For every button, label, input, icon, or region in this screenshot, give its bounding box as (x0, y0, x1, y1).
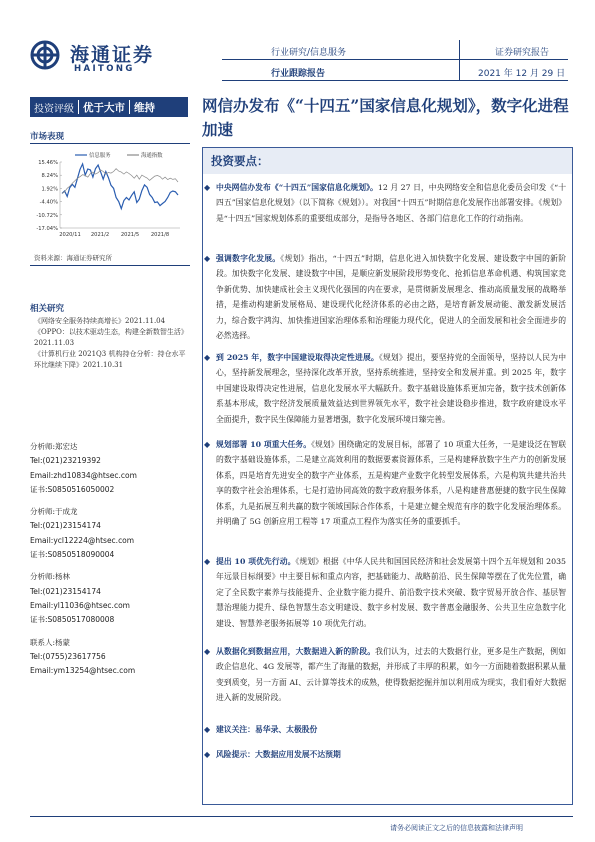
logo-chinese-name: 海通证券 (70, 44, 155, 66)
report-type: 行业跟踪报告 (271, 69, 326, 79)
key-point-lead: 强调数字化发展。 (216, 254, 281, 263)
market-performance-chart (30, 148, 190, 243)
key-point-lead: 到 2025 年，数字中国建设取得决定性进展。 (216, 353, 379, 362)
analyst-name: 分析师:郑宏达 (30, 442, 78, 451)
chart-source: 资料来源：海通证券研究所 (34, 254, 112, 262)
contact-name: 联系人:杨蒙 (30, 637, 71, 647)
key-point-lead: 中央网信办发布《“十四五”国家信息化规划》。 (216, 183, 378, 192)
related-report-link[interactable]: 《计算机行业 2021Q3 机构持仓分析：持仓水平环比继续下降》2021.10.31 (34, 350, 186, 369)
bullet-diamond-icon: ◆ (204, 183, 211, 192)
x-tick-label: 2021/8 (150, 232, 170, 238)
x-axis (59, 228, 180, 238)
section-divider (30, 265, 190, 266)
market-performance-heading: 市场表现 (30, 132, 65, 142)
related-research-heading: 相关研究 (30, 304, 65, 314)
key-point-text: 《规划》围绕确定的发展目标，部署了 10 项重大任务，一是建设泛在智联的数字基础设施体系，二是建立高效利用的数据要素资源体系，三是构建释放数字生产力的创新发展体系，四是培育先进安全的数字产业体系，五是构建产业数字化转型发展体系，六是构筑共建共治共享的数字社会治理体系，七是打造协同高效的数字政府服务体系，八是构建普惠便捷的数字民生保障体系，九是拓展互利共赢的数字领域国际合作体系，十是建立健全规范有序的数字化发展治理体系。并明确了 5G 创新应用工程等 17 项重点工程作为落实任务的重要抓手。 (216, 440, 566, 527)
analyst-contacts (30, 440, 190, 678)
bullet-diamond-icon: ◆ (204, 750, 211, 759)
haitong-logo-icon (30, 40, 60, 70)
rating-action: 维持 (134, 101, 155, 114)
key-point-text: 《规划》提出，要坚持党的全面领导，坚持以人民为中心，坚持新发展理念，坚持深化改革开放，坚持系统推进，坚持安全和发展并重。到 2025 年，数字中国建设取得决定性进展，信息化发展水平大幅跃升。数字基础设施体系更加完备，数字技术创新体系基本形成，数字经济发展质量效益达到世界领先水平，数字社会建设稳步推进，数字政府建设水平全面提升，数字民生保障能力显著增强，数字化发展环境日臻完善。 (216, 353, 566, 424)
bullet-diamond-icon: ◆ (204, 647, 211, 656)
rating-value: 优于大市 (83, 101, 125, 114)
rating-label: 投资评级 (34, 103, 74, 115)
key-point-paragraph (216, 251, 566, 343)
analyst-email[interactable]: Email:yl11036@htsec.com (30, 600, 130, 610)
bullet-diamond-icon: ◆ (204, 557, 211, 566)
header-divider (222, 59, 568, 60)
header-divider (222, 80, 568, 81)
key-points-heading: 投资要点： (211, 154, 269, 168)
key-point-paragraph (216, 722, 566, 737)
y-axis (36, 160, 62, 232)
contact-tel: Tel:(0755)23617756 (30, 651, 106, 661)
disclaimer-footer: 请务必阅读正文之后的信息披露和法律声明 (390, 824, 523, 832)
series-line (62, 164, 178, 209)
x-tick-label: 2020/11 (59, 232, 81, 238)
chart-series (62, 164, 178, 209)
performance-line-chart (30, 148, 190, 243)
y-tick-label: -4.40% (39, 199, 58, 206)
contact-email[interactable]: Email:ym13254@htsec.com (30, 666, 136, 676)
report-date: 2021 年 12 月 29 日 (478, 69, 566, 79)
report-category: 证券研究报告 (495, 48, 550, 58)
key-point-lead: 从数据化到数据应用，大数据进入新的阶段。 (216, 647, 376, 656)
analyst-email[interactable]: Email:ycl12224@htsec.com (30, 535, 135, 545)
report-header (0, 0, 595, 90)
related-report-link[interactable]: 《OPPO：以技术驱动生态，构建全新数智生活》2021.11.03 (34, 328, 188, 347)
company-logo (30, 40, 170, 76)
section-divider (30, 143, 190, 144)
analyst-name: 分析师:杨林 (30, 572, 71, 582)
key-point-lead: 提出 10 项优先行动。 (216, 557, 296, 566)
key-point-text: 《规划》指出，“十四五”时期，信息化进入加快数字化发展、建设数字中国的新阶段。加快数字化发展、建设数字中国，是顺应新发展阶段形势变化、抢抓信息革命机遇、构筑国家竞争新优势、加快建成社会主义现代化强国的内在要求，是贯彻新发展理念、推动高质量发展的战略举措，是推动构建新发展格局、建设现代化经济体系的必由之路，是培育新发展动能、激发新发展活力，综合数字鸿沟、加快推进国家治理体系和治理能力现代化，促进人的全面发展和社会全面进步的必然选择。 (216, 254, 566, 341)
chart-legend (75, 151, 163, 159)
key-point-text: 12 月 27 日，中央网络安全和信息化委员会印发《“十四五”国家信息化规划》（以下简称《规划》）。对我国“十四五”时期信息化发展作出部署安排。《规划》是“十四五”国家规划体系的重要组成部分，是指导各地区、各部门信息化工作的行动指南。 (216, 183, 567, 223)
y-tick-label: -10.72% (36, 212, 58, 219)
key-point-paragraph (216, 644, 566, 706)
key-points-header (203, 148, 572, 174)
key-point-lead: 风险提示： (216, 750, 255, 759)
key-point-lead: 规划部署 10 项重大任务。 (216, 440, 312, 449)
analyst-cert: 证书:S0850517080008 (30, 615, 115, 625)
key-point-text: 《规划》根据《中华人民共和国国民经济和社会发展第十四个五年规划和 2035 年远景目标纲要》中主要目标和重点内容，把基础能力、战略前沿、民生保障等摆在了优先位置，确定了全民数字素养与技能提升、企业数字能力提升、前沿数字技术突破、数字贸易开放合作、基层智慧治理能力提升、绿色智慧生态文明建设、数字乡村发展、数字普惠金融服务、公共卫生应急数字化建设、智慧养老服务拓展等 10 项优先行动。 (216, 557, 566, 628)
legend-label: 信息服务 (89, 153, 111, 159)
key-point-paragraph (216, 180, 566, 226)
key-point-paragraph (216, 437, 566, 529)
related-research-list (34, 316, 190, 371)
analyst-email[interactable]: Email:zhd10834@htsec.com (30, 470, 137, 480)
y-tick-label: 1.92% (41, 186, 58, 193)
bullet-diamond-icon: ◆ (204, 353, 211, 362)
analyst-name: 分析师:于成龙 (30, 507, 78, 517)
investment-rating (30, 97, 188, 117)
analyst-tel: Tel:(021)23154174 (30, 586, 101, 596)
key-point-paragraph (216, 554, 566, 631)
key-point-paragraph (216, 350, 566, 427)
y-tick-label: 15.46% (38, 160, 58, 166)
analyst-tel: Tel:(021)23219392 (30, 456, 101, 466)
footer-divider (30, 816, 573, 817)
key-point-paragraph (216, 747, 566, 762)
bullet-diamond-icon: ◆ (204, 440, 211, 449)
y-tick-label: 8.24% (41, 173, 58, 180)
analyst-cert: 证书:S0850516050002 (30, 484, 115, 494)
key-point-lead: 建议关注： (216, 725, 255, 734)
analyst-tel: Tel:(021)23154174 (30, 521, 101, 531)
related-report-link[interactable]: 《网络安全服务持续高增长》2021.11.04 (34, 317, 166, 325)
report-title: 网信办发布《“十四五”国家信息化规划》，数字化进程加速 (202, 96, 569, 139)
x-tick-label: 2021/5 (120, 232, 140, 238)
bullet-diamond-icon: ◆ (204, 725, 211, 734)
legend-label: 海通指数 (141, 153, 163, 159)
report-sector: 行业研究/信息服务 (271, 48, 347, 58)
analyst-cert: 证书:S0850518090004 (30, 550, 115, 560)
x-tick-label: 2021/2 (90, 232, 110, 238)
key-point-text: 我们认为，过去的大数据行业，更多是生产数据，例如政企信息化、4G 发展等，都产生了海量的数据，并形成了丰厚的积累，如今一方面随着数据积累从量变到质变，另一方面 AI、云计算等技术的成熟，使得数据挖掘并加以利用成为现实，我们看好大数据进入新的发展阶段。 (216, 647, 567, 703)
y-tick-label: -17.04% (36, 226, 58, 232)
bullet-diamond-icon: ◆ (204, 254, 211, 263)
key-point-text: 易华录、太极股份 (254, 725, 318, 734)
key-point-text: 大数据应用发展不达预期 (254, 750, 341, 759)
header-vertical-divider (459, 40, 460, 80)
logo-english-name: HAITONG (74, 64, 135, 74)
